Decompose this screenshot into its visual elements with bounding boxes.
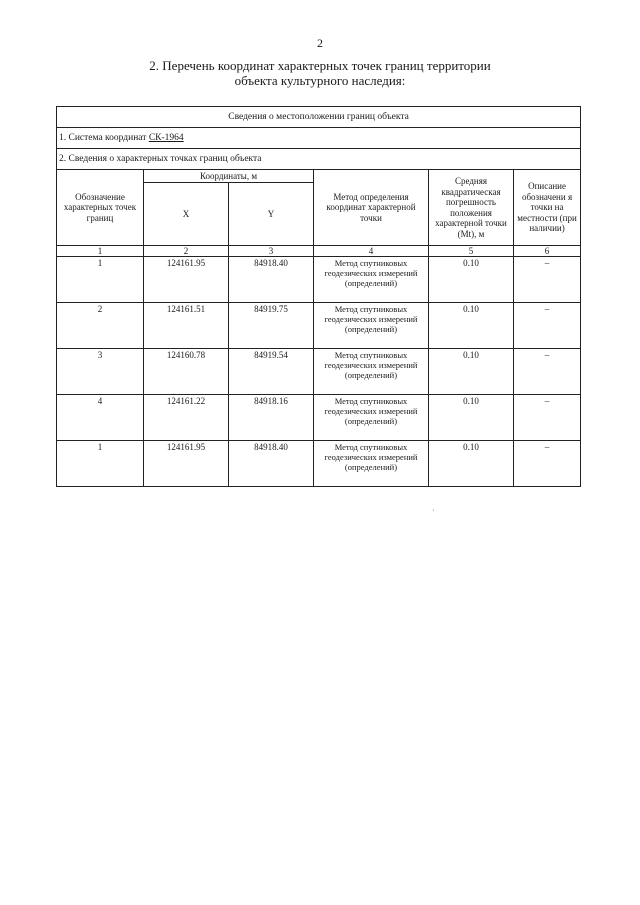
cell-description: –	[514, 349, 581, 395]
cell-description: –	[514, 395, 581, 441]
header-coordinates: Координаты, м	[144, 170, 314, 183]
coordinate-system-value: СК-1964	[148, 132, 184, 143]
table-row	[57, 303, 581, 349]
cell-description: –	[514, 303, 581, 349]
column-number: 4	[314, 246, 429, 257]
cell-accuracy: 0.10	[429, 395, 514, 441]
cell-method: Метод спутниковых геодезических измерений (определений)	[314, 395, 429, 441]
column-number: 2	[144, 246, 229, 257]
cell-y: 84918.40	[229, 441, 314, 487]
cell-y: 84919.54	[229, 349, 314, 395]
heading-line-1: 2. Перечень координат характерных точек границ территории	[149, 58, 491, 73]
column-number: 6	[514, 246, 581, 257]
cell-x: 124161.95	[144, 441, 229, 487]
table-row	[57, 441, 581, 487]
heading-line-2: объекта культурного наследия:	[234, 73, 406, 88]
cell-method: Метод спутниковых геодезических измерений (определений)	[314, 349, 429, 395]
header-y: Y	[229, 183, 314, 246]
cell-point: 1	[57, 441, 144, 487]
column-number: 5	[429, 246, 514, 257]
cell-x: 124160.78	[144, 349, 229, 395]
header-designation: Обозначение характерных точек границ	[57, 170, 144, 246]
cell-method: Метод спутниковых геодезических измерений (определений)	[314, 441, 429, 487]
table-row	[57, 395, 581, 441]
cell-accuracy: 0.10	[429, 257, 514, 303]
cell-y: 84918.40	[229, 257, 314, 303]
column-number: 1	[57, 246, 144, 257]
cell-y: 84919.75	[229, 303, 314, 349]
table-title: Сведения о местоположении границ объекта	[57, 107, 581, 128]
page-heading	[100, 58, 540, 88]
cell-x: 124161.22	[144, 395, 229, 441]
cell-accuracy: 0.10	[429, 303, 514, 349]
header-accuracy: Средняя квадратическая погрешность положения характерной точки (Mt), м	[429, 170, 514, 246]
cell-description: –	[514, 441, 581, 487]
cell-point: 1	[57, 257, 144, 303]
coordinate-system-row	[57, 128, 581, 149]
header-x: X	[144, 183, 229, 246]
cell-method: Метод спутниковых геодезических измерений (определений)	[314, 303, 429, 349]
cell-description: –	[514, 257, 581, 303]
points-section-title: 2. Сведения о характерных точках границ объекта	[57, 149, 581, 170]
cell-y: 84918.16	[229, 395, 314, 441]
cell-point: 4	[57, 395, 144, 441]
cell-method: Метод спутниковых геодезических измерений (определений)	[314, 257, 429, 303]
coordinates-table	[56, 106, 581, 487]
cell-point: 2	[57, 303, 144, 349]
scan-speck: ·	[432, 506, 435, 515]
coordinate-system-label: 1. Система координат	[59, 132, 147, 143]
table-row	[57, 349, 581, 395]
header-method: Метод определения координат характерной точки	[314, 170, 429, 246]
cell-accuracy: 0.10	[429, 349, 514, 395]
table-row	[57, 257, 581, 303]
cell-x: 124161.95	[144, 257, 229, 303]
cell-x: 124161.51	[144, 303, 229, 349]
cell-accuracy: 0.10	[429, 441, 514, 487]
column-number: 3	[229, 246, 314, 257]
page-number: 2	[317, 36, 323, 50]
header-description: Описание обозначени я точки на местности (при наличии)	[514, 170, 581, 246]
cell-point: 3	[57, 349, 144, 395]
